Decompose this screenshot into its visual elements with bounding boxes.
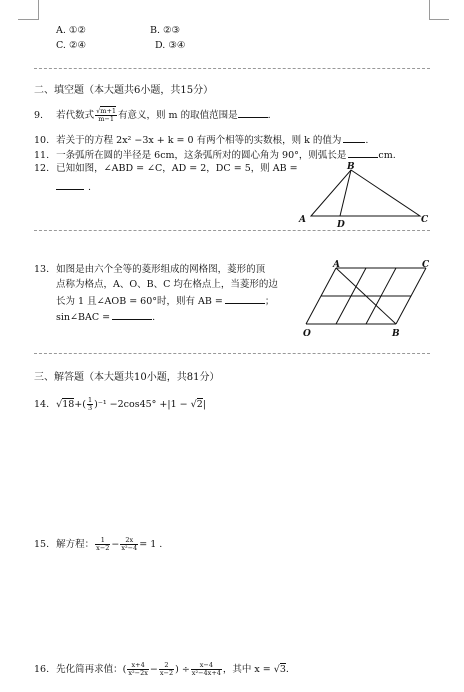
fraction: $\frac{1}{x-2}$ (96, 536, 110, 552)
section-header: 三、解答题（本大题共10小题，共81分） (34, 372, 220, 383)
rhombus-grid-figure (296, 258, 436, 342)
question-number: 13. (34, 264, 50, 275)
fraction: $\frac{2}{x-2}$ (159, 661, 174, 677)
numerator: √m+1 (96, 107, 117, 115)
question-15: 15. 解方程： $\frac{1}{x-2}$ − $\frac{2x}{\text{x²−4}}$ = 1 . (34, 536, 163, 552)
punctuation: ； (264, 296, 275, 307)
question-number: 16. (34, 664, 50, 675)
answer-blank[interactable] (343, 133, 365, 143)
divider (34, 230, 430, 231)
punctuation: . (267, 110, 271, 121)
triangle-figure (296, 160, 436, 230)
question-text: 有意义，则 m 的取值范围是 (118, 110, 238, 121)
question-text: 先化简再求值：( (56, 664, 127, 675)
label-o: O (303, 329, 311, 339)
label-b: B (347, 162, 355, 172)
question-number: 10. (34, 135, 50, 146)
denominator: m−1 (98, 115, 114, 123)
divider (34, 353, 430, 354)
question-text: 已知如图，∠ABD = ∠C，AD = 2，DC = 5，则 AB = (56, 163, 298, 174)
question-10 (34, 133, 368, 147)
section-header: 二、填空题（本大题共6小题，共15分） (34, 85, 214, 96)
question-text: 如图是由六个全等的菱形组成的网格图，菱形的顶 (56, 264, 266, 275)
question-12 (34, 163, 298, 175)
question-13-line: 点称为格点，A、O、B、C 均在格点上，当菱形的边 (56, 279, 278, 290)
question-16: 16. 先化简再求值：( $\frac{x+4}{\text{x²−2x}}$ − $\frac{2}{x-2}$ ) ÷ $\frac{x-4}{\text{x²−4x+4}}$ ，其中 x = √3. (34, 661, 289, 677)
triangle-abc (311, 170, 420, 216)
question-number: 9. (34, 110, 44, 121)
question-number: 14. (34, 399, 50, 410)
option-b: B. ②③ (150, 25, 181, 36)
question-text: sin∠BAC = (56, 312, 111, 323)
crop-mark-left (38, 0, 39, 20)
punctuation: . (88, 182, 92, 193)
answer-blank[interactable] (56, 180, 84, 190)
label-a: A (333, 260, 340, 270)
fraction (95, 108, 117, 123)
fraction: $\frac{1}{3}$ (87, 396, 93, 412)
crop-mark-right-h (429, 19, 449, 20)
answer-blank[interactable] (238, 108, 268, 118)
unit-label: cm. (378, 150, 396, 161)
answer-blank[interactable] (348, 148, 378, 158)
punctuation: . (365, 135, 369, 146)
answer-blank[interactable] (112, 310, 152, 320)
answer-blank[interactable] (225, 294, 265, 304)
grid-lines (306, 268, 426, 324)
question-number: 12. (34, 163, 50, 174)
fraction: $\frac{2x}{\text{x²−4}}$ (121, 536, 138, 552)
question-number: 15. (34, 539, 50, 550)
question-9 (34, 108, 271, 123)
question-13 (34, 264, 265, 276)
question-12-answer (56, 180, 91, 194)
label-b: B (392, 329, 400, 339)
option-c: C. ②④ (56, 40, 87, 51)
label-c: C (422, 260, 430, 270)
option-d: D. ③④ (155, 40, 186, 51)
question-text: 若代数式 (56, 110, 95, 121)
question-text: 一条弧所在圆的半径是 6cm，这条弧所对的圆心角为 90°，则弧长是 (56, 150, 347, 161)
crop-mark-right (429, 0, 430, 20)
question-13-line (56, 294, 274, 308)
math-expression: √18+( $\frac{1}{3}$ )⁻¹ −2cos45° +|1 − √2| (56, 396, 206, 412)
question-text: 长为 1 且∠AOB = 60°时，则有 AB = (56, 296, 223, 307)
option-a: A. ①② (56, 25, 86, 36)
fraction: $\frac{x-4}{\text{x²−4x+4}}$ (191, 661, 221, 677)
label-a: A (299, 215, 306, 225)
question-14 (34, 397, 206, 412)
question-number: 11. (34, 150, 50, 161)
label-d: D (337, 220, 345, 230)
punctuation: . (152, 312, 156, 323)
fraction: $\frac{x+4}{\text{x²−2x}}$ (128, 661, 148, 677)
divider (34, 68, 430, 69)
question-text: 解方程： (56, 539, 95, 550)
crop-mark-left-h (18, 19, 38, 20)
question-text: 若关于的方程 2x² −3x + k = 0 有两个相等的实数根，则 k 的值为 (56, 135, 342, 146)
question-13-line (56, 310, 155, 324)
label-c: C (421, 215, 429, 225)
